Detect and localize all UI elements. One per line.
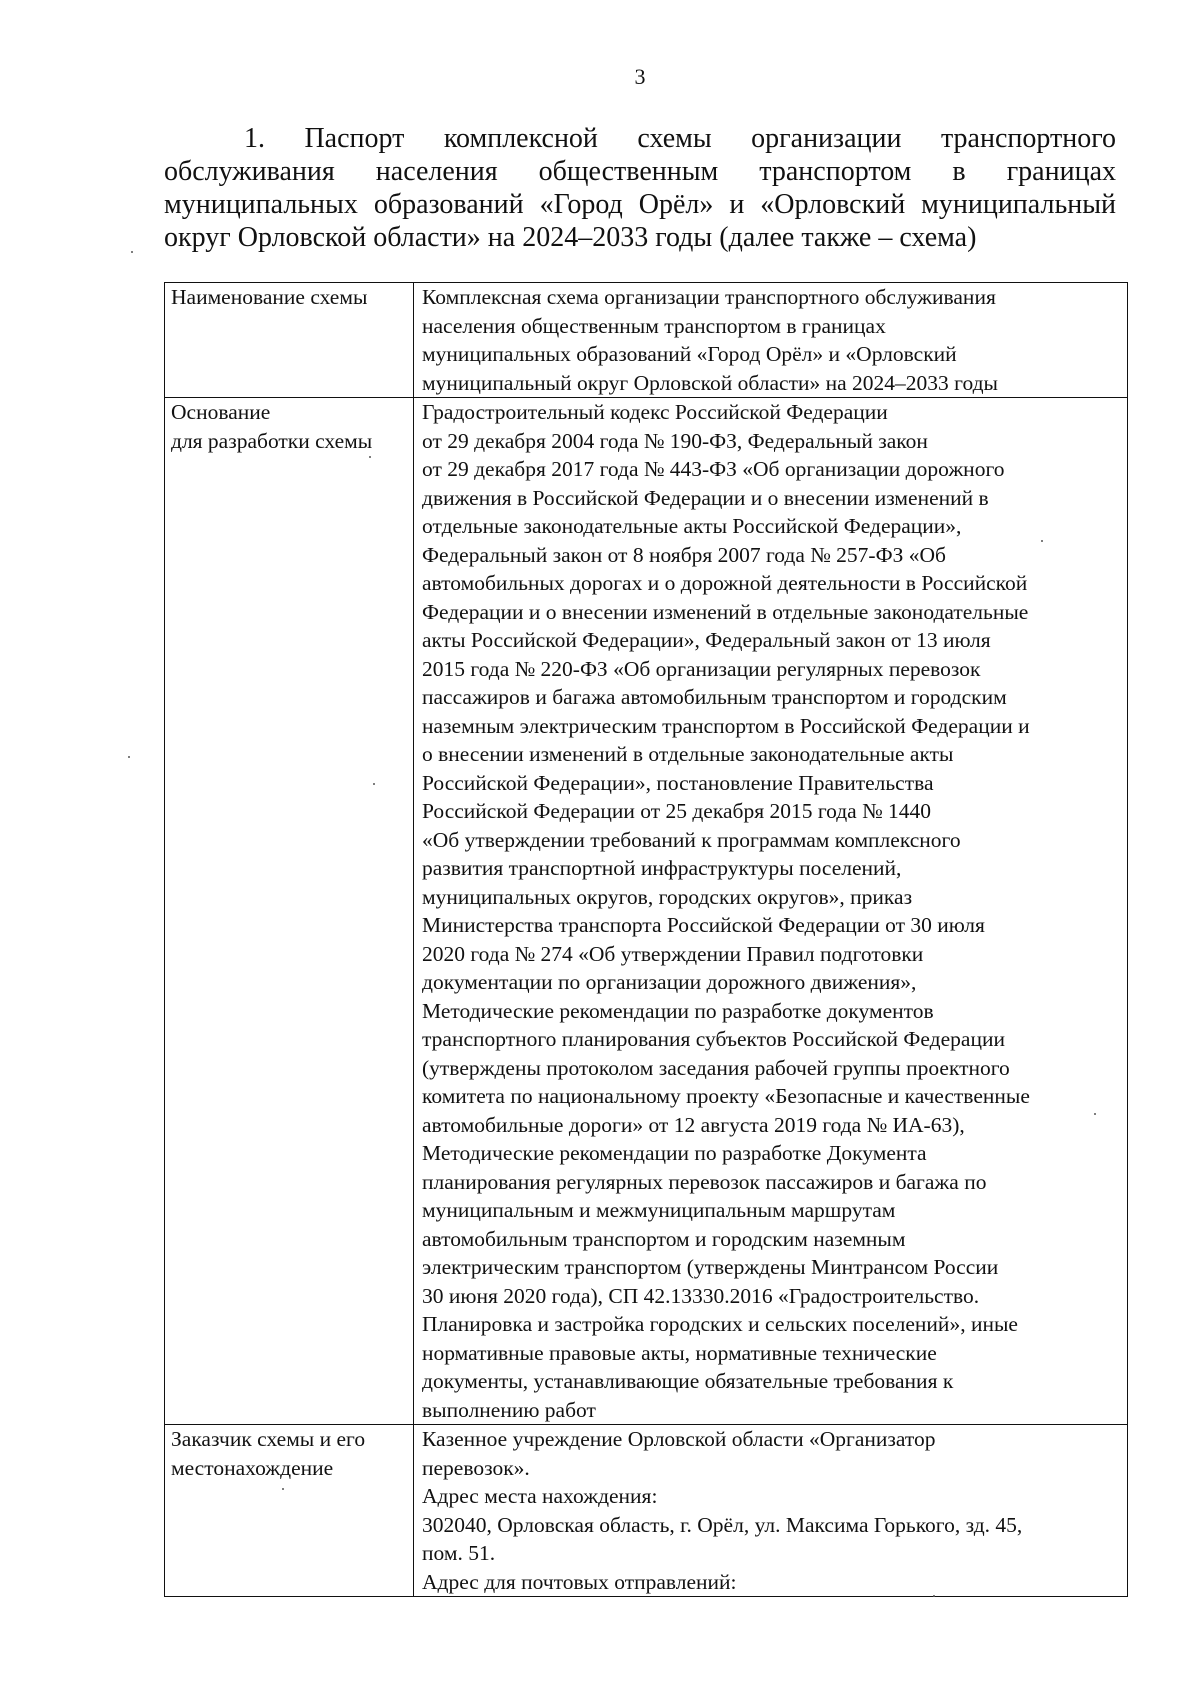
row-value-line: автомобильных дорогах и о дорожной деятельности в Российской <box>422 571 1028 595</box>
scan-speck <box>131 251 133 253</box>
row-value-line: Адрес для почтовых отправлений: <box>422 1569 737 1594</box>
row-value <box>414 283 1128 398</box>
row-value-line: муниципальных образований «Город Орёл» и «Орловский <box>422 342 957 366</box>
row-value-line: «Об утверждении требований к программам комплексного <box>422 827 961 852</box>
heading-line: обслуживания населения общественным транспортом в границах <box>164 156 1116 187</box>
row-value-line: 2020 года № 274 «Об утверждении Правил подготовки <box>422 941 924 966</box>
row-label-line: Наименование схемы <box>171 285 368 309</box>
row-value-line: перевозок». <box>422 1455 530 1480</box>
scan-speck <box>128 756 130 758</box>
row-value-line: Российской Федерации от 25 декабря 2015 года № 1440 <box>422 799 931 823</box>
passport-row <box>165 283 1128 398</box>
row-value-line: планирования регулярных перевозок пассажиров и багажа по <box>422 1169 987 1194</box>
row-value-line: муниципальных округов, городских округов», приказ <box>422 884 913 909</box>
row-value-line: автомобильные дороги» от 12 августа 2019 года № ИА-63), <box>422 1112 965 1137</box>
row-label <box>165 283 414 398</box>
row-value-line: наземным электрическим транспортом в Российской Федерации и <box>422 713 1030 738</box>
row-value-line: Федерации и о внесении изменений в отдельные законодательные <box>422 599 1029 624</box>
row-value-line: нормативные правовые акты, нормативные технические <box>422 1340 937 1365</box>
row-label-line: Основание <box>171 400 271 424</box>
row-value-line: 2015 года № 220-ФЗ «Об организации регулярных перевозок <box>422 656 981 681</box>
row-value-line: выполнению работ <box>422 1397 596 1422</box>
row-value-line: Адрес места нахождения: <box>422 1484 658 1508</box>
row-value-line: Комплексная схема организации транспортного обслуживания <box>422 285 996 309</box>
row-value-line: (утверждены протоколом заседания рабочей группы проектного <box>422 1055 1010 1080</box>
passport-table-body <box>165 283 1128 1597</box>
passport-table <box>164 282 1128 1597</box>
row-value-line: муниципальным и межмуниципальным маршрутам <box>422 1198 896 1222</box>
scan-speck <box>282 1488 284 1490</box>
heading-line: 1. Паспорт комплексной схемы организации транспортного <box>244 123 1116 154</box>
row-value-line: от 29 декабря 2004 года № 190-ФЗ, Федеральный закон <box>422 428 928 453</box>
heading-line: округ Орловской области» на 2024–2033 годы (далее также – схема) <box>164 222 977 253</box>
scan-speck <box>369 456 371 458</box>
scan-speck <box>933 1595 935 1597</box>
row-value-line: Методические рекомендации по разработке Документа <box>422 1141 927 1165</box>
passport-row <box>165 398 1128 1425</box>
row-label-line: местонахождение <box>171 1455 334 1480</box>
row-value-line: Градостроительный кодекс Российской Федерации <box>422 400 888 424</box>
row-label <box>165 398 414 1425</box>
row-value-line: пассажиров и багажа автомобильным транспортом и городским <box>422 685 1007 709</box>
section-heading <box>164 122 1116 254</box>
row-value-line: автомобильным транспортом и городским наземным <box>422 1226 906 1251</box>
row-value-line: пом. 51. <box>422 1541 496 1565</box>
page-number: 3 <box>634 64 646 89</box>
row-label <box>165 1425 414 1597</box>
row-value-line: 302040, Орловская область, г. Орёл, ул. Максима Горького, зд. 45, <box>422 1512 1023 1537</box>
row-value-line: движения в Российской Федерации и о внесении изменений в <box>422 485 989 510</box>
row-value-line: акты Российской Федерации», Федеральный закон от 13 июля <box>422 628 991 652</box>
row-label-line: для разработки схемы <box>171 428 373 453</box>
heading-line: муниципальных образований «Город Орёл» и «Орловский муниципальный <box>164 189 1116 220</box>
row-value-line: Федеральный закон от 8 ноября 2007 года № 257-ФЗ «Об <box>422 542 946 567</box>
row-value-line: транспортного планирования субъектов Российской Федерации <box>422 1027 1005 1051</box>
row-value-line: развития транспортной инфраструктуры поселений, <box>422 856 902 880</box>
row-value-line: о внесении изменений в отдельные законодательные акты <box>422 742 954 766</box>
scan-speck <box>1094 1113 1096 1115</box>
row-label-line: Заказчик схемы и его <box>171 1427 366 1451</box>
row-value-line: документы, устанавливающие обязательные требования к <box>422 1369 954 1393</box>
row-value-line: Министерства транспорта Российской Федерации от 30 июля <box>422 913 985 937</box>
row-value-line: населения общественным транспортом в границах <box>422 313 886 338</box>
row-value-line: комитета по национальному проекту «Безопасные и качественные <box>422 1084 1030 1108</box>
row-value <box>414 398 1128 1425</box>
row-value-line: Методические рекомендации по разработке документов <box>422 998 934 1023</box>
scan-speck <box>373 783 375 785</box>
row-value-line: 30 июня 2020 года), СП 42.13330.2016 «Градостроительство. <box>422 1283 980 1308</box>
row-value-line: от 29 декабря 2017 года № 443-ФЗ «Об организации дорожного <box>422 457 1005 481</box>
row-value-line: электрическим транспортом (утверждены Минтрансом России <box>422 1255 999 1279</box>
passport-row <box>165 1425 1128 1597</box>
row-value-line: Планировка и застройка городских и сельских поселений», иные <box>422 1312 1018 1336</box>
row-value-line: муниципальный округ Орловской области» на 2024–2033 годы <box>422 370 998 395</box>
row-value-line: документации по организации дорожного движения», <box>422 970 917 994</box>
row-value <box>414 1425 1128 1597</box>
row-value-line: отдельные законодательные акты Российской Федерации», <box>422 514 962 538</box>
row-value-line: Российской Федерации», постановление Правительства <box>422 770 934 795</box>
row-value-line: Казенное учреждение Орловской области «Организатор <box>422 1427 936 1451</box>
scan-speck <box>1041 540 1043 542</box>
